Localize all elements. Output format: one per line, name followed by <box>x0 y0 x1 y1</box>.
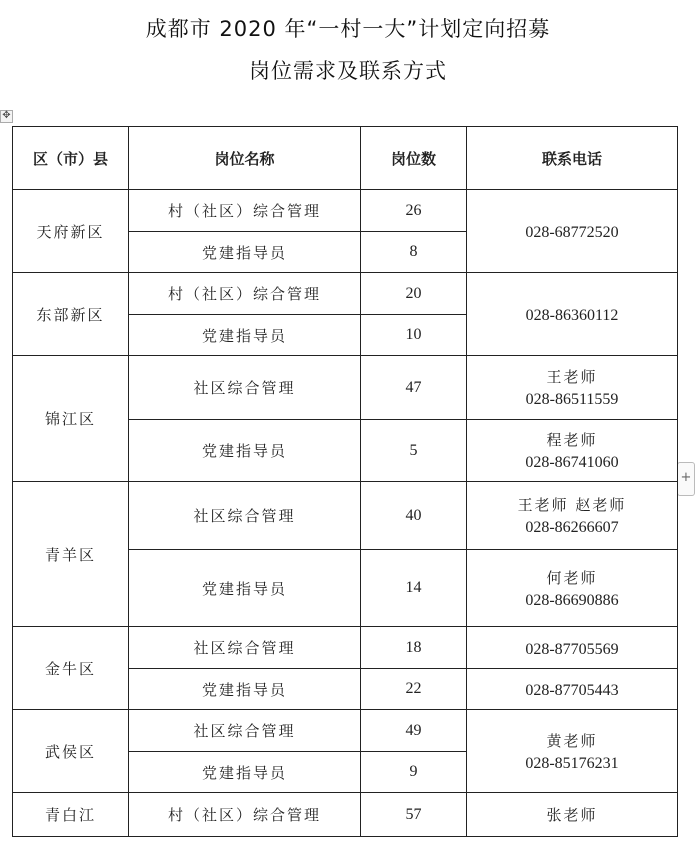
count-cell: 8 <box>361 232 467 273</box>
contact-phone: 028-85176231 <box>525 754 619 772</box>
post-cell: 党建指导员 <box>129 315 361 356</box>
contact-phone: 028-86360112 <box>525 307 619 324</box>
district-cell: 锦江区 <box>13 356 129 482</box>
contact-name: 黄老师 <box>546 731 598 750</box>
plus-icon[interactable]: + <box>677 462 695 496</box>
contact-phone: 028-86690886 <box>525 591 619 609</box>
post-cell: 党建指导员 <box>129 669 361 710</box>
contact-phone: 028-86266607 <box>525 519 619 536</box>
header-district: 区（市）县 <box>13 127 129 190</box>
count-cell: 57 <box>361 793 467 837</box>
contact-cell <box>467 627 678 669</box>
contact-phone: 028-86741060 <box>525 454 619 471</box>
header-post: 岗位名称 <box>129 127 361 190</box>
contact-cell <box>467 356 678 420</box>
post-cell: 村（社区）综合管理 <box>129 793 361 837</box>
contact-cell <box>467 710 678 793</box>
count-cell: 22 <box>361 669 467 710</box>
post-cell: 村（社区）综合管理 <box>129 273 361 315</box>
count-cell: 26 <box>361 190 467 232</box>
header-count: 岗位数 <box>361 127 467 190</box>
move-icon[interactable]: ✥ <box>0 110 13 123</box>
table-header-row <box>13 127 678 190</box>
table-row <box>13 273 678 315</box>
contact-name: 程老师 <box>546 431 598 449</box>
contact-name: 王老师 赵老师 <box>517 496 627 514</box>
contact-name: 张老师 <box>546 806 598 824</box>
post-cell: 党建指导员 <box>129 752 361 793</box>
count-cell: 20 <box>361 273 467 315</box>
contact-cell <box>467 669 678 710</box>
count-cell: 9 <box>361 752 467 793</box>
post-cell: 党建指导员 <box>129 420 361 482</box>
count-cell: 5 <box>361 420 467 482</box>
contact-cell <box>467 550 678 627</box>
page-title: 成都市 2020 年“一村一大”计划定向招募 <box>145 17 551 41</box>
district-cell: 金牛区 <box>13 627 129 710</box>
contact-name: 何老师 <box>546 568 598 587</box>
district-cell: 青白江 <box>13 793 129 837</box>
contact-cell <box>467 482 678 550</box>
contact-phone: 028-86511559 <box>525 391 619 408</box>
count-cell: 49 <box>361 710 467 752</box>
table-row <box>13 627 678 669</box>
district-cell: 东部新区 <box>13 273 129 356</box>
post-cell: 党建指导员 <box>129 550 361 627</box>
contact-cell <box>467 273 678 356</box>
post-cell: 社区综合管理 <box>129 710 361 752</box>
header-contact: 联系电话 <box>467 127 678 190</box>
recruitment-table <box>12 126 678 837</box>
contact-cell <box>467 793 678 837</box>
post-cell: 社区综合管理 <box>129 356 361 420</box>
page-subtitle: 岗位需求及联系方式 <box>249 59 447 83</box>
count-cell: 18 <box>361 627 467 669</box>
contact-cell <box>467 190 678 273</box>
table-row <box>13 190 678 232</box>
contact-phone: 028-68772520 <box>525 224 619 241</box>
table-row <box>13 710 678 752</box>
table-row <box>13 356 678 420</box>
district-cell: 武侯区 <box>13 710 129 793</box>
district-cell: 天府新区 <box>13 190 129 273</box>
count-cell: 10 <box>361 315 467 356</box>
contact-phone: 028-87705569 <box>525 640 619 658</box>
table-row <box>13 793 678 837</box>
post-cell: 社区综合管理 <box>129 627 361 669</box>
count-cell: 40 <box>361 482 467 550</box>
count-cell: 14 <box>361 550 467 627</box>
contact-cell <box>467 420 678 482</box>
contact-phone: 028-87705443 <box>525 682 619 699</box>
contact-name: 王老师 <box>546 368 598 386</box>
district-cell: 青羊区 <box>13 482 129 627</box>
count-cell: 47 <box>361 356 467 420</box>
post-cell: 党建指导员 <box>129 232 361 273</box>
post-cell: 村（社区）综合管理 <box>129 190 361 232</box>
table-row <box>13 482 678 550</box>
post-cell: 社区综合管理 <box>129 482 361 550</box>
